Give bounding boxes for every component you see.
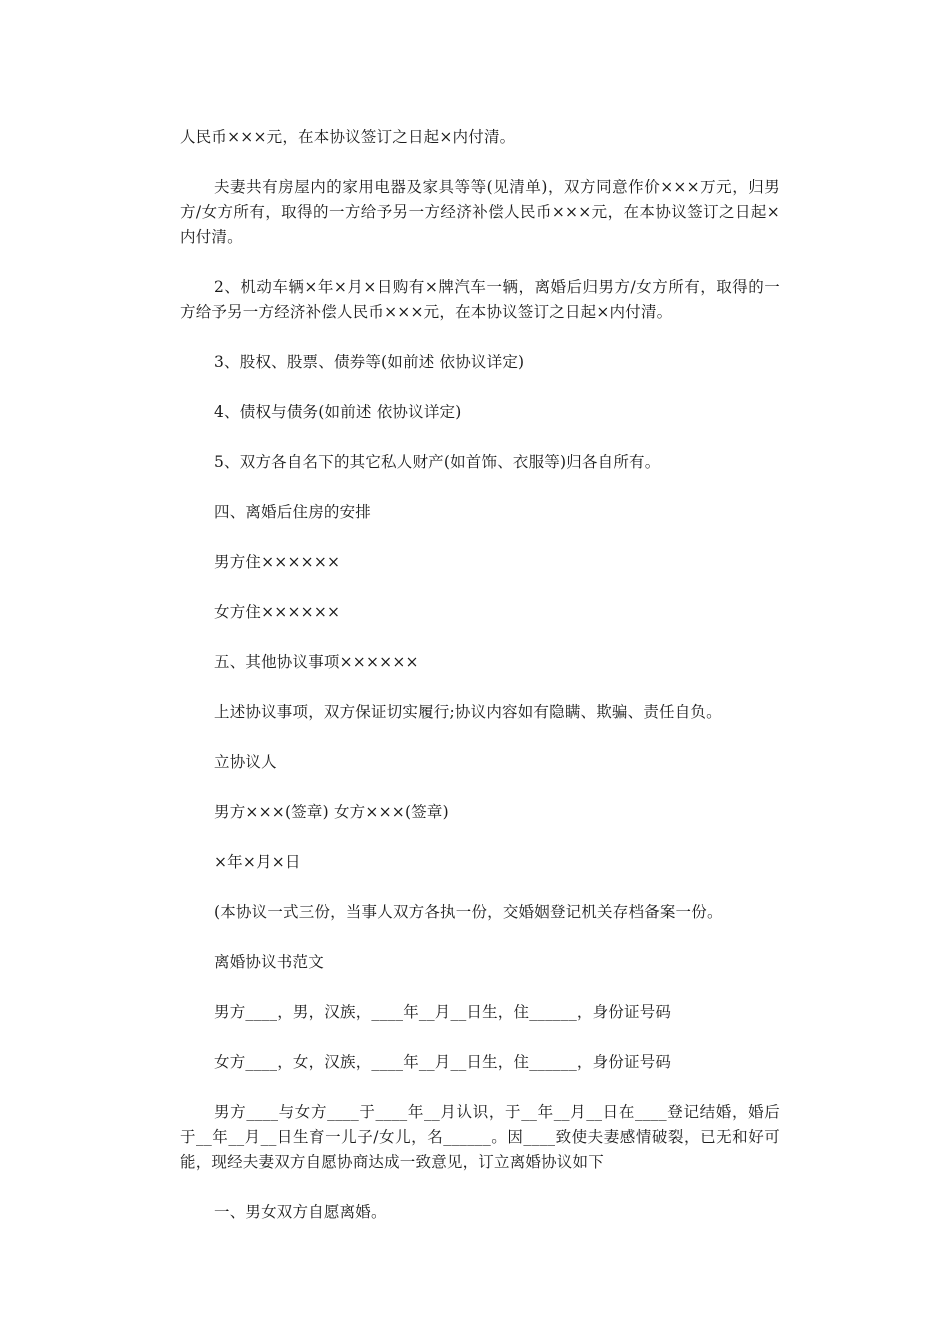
paragraph-wife-residence: 女方住×××××× — [214, 603, 341, 621]
document-body — [180, 125, 780, 1225]
paragraph-marriage-background: 男方____与女方____于____年__月认识，于__年__月__日在____登记结婚，婚后于__年__月__日生育一儿子/女儿，名______。因____致使夫妻感情破裂，已无和好可能，现经夫妻双方自愿协商达成一致意见，订立离婚协议如下 — [180, 1103, 780, 1171]
section-heading-other-matters: 五、其他协议事项×××××× — [214, 653, 419, 671]
paragraph-stocks-bonds: 3、股权、股票、债券等(如前述 依协议详定) — [214, 353, 525, 371]
paragraph-private-property: 5、双方各自名下的其它私人财产(如首饰、衣服等)归各自所有。 — [214, 453, 661, 471]
paragraph-parties-label: 立协议人 — [214, 753, 277, 771]
paragraph-copies-note: (本协议一式三份，当事人双方各执一份，交婚姻登记机关存档备案一份。 — [214, 903, 723, 921]
paragraph-husband-info: 男方____，男，汉族，____年__月__日生，住______，身份证号码 — [214, 1003, 672, 1021]
paragraph-credits-debts: 4、债权与债务(如前述 依协议详定) — [214, 403, 462, 421]
paragraph-guarantee: 上述协议事项，双方保证切实履行;协议内容如有隐瞒、欺骗、责任自负。 — [214, 703, 722, 721]
section-heading-housing: 四、离婚后住房的安排 — [214, 503, 372, 521]
paragraph-date: ×年×月×日 — [214, 853, 301, 871]
paragraph-signatures: 男方×××(签章) 女方×××(签章) — [214, 803, 449, 821]
paragraph-husband-residence: 男方住×××××× — [214, 553, 341, 571]
paragraph-clause-one: 一、男女双方自愿离婚。 — [214, 1203, 387, 1221]
paragraph-motor-vehicle: 2、机动车辆×年×月×日购有×牌汽车一辆，离婚后归男方/女方所有，取得的一方给予另一方经济补偿人民币×××元，在本协议签订之日起×内付清。 — [180, 278, 780, 321]
paragraph-household-appliances: 夫妻共有房屋内的家用电器及家具等等(见清单)，双方同意作价×××万元，归男方/女方所有，取得的一方给予另一方经济补偿人民币×××元，在本协议签订之日起×内付清。 — [180, 178, 780, 246]
paragraph-wife-info: 女方____，女，汉族，____年__月__日生，住______，身份证号码 — [214, 1053, 672, 1071]
paragraph-payment-continued: 人民币×××元，在本协议签订之日起×内付清。 — [180, 128, 516, 146]
section-title-sample: 离婚协议书范文 — [214, 953, 324, 971]
